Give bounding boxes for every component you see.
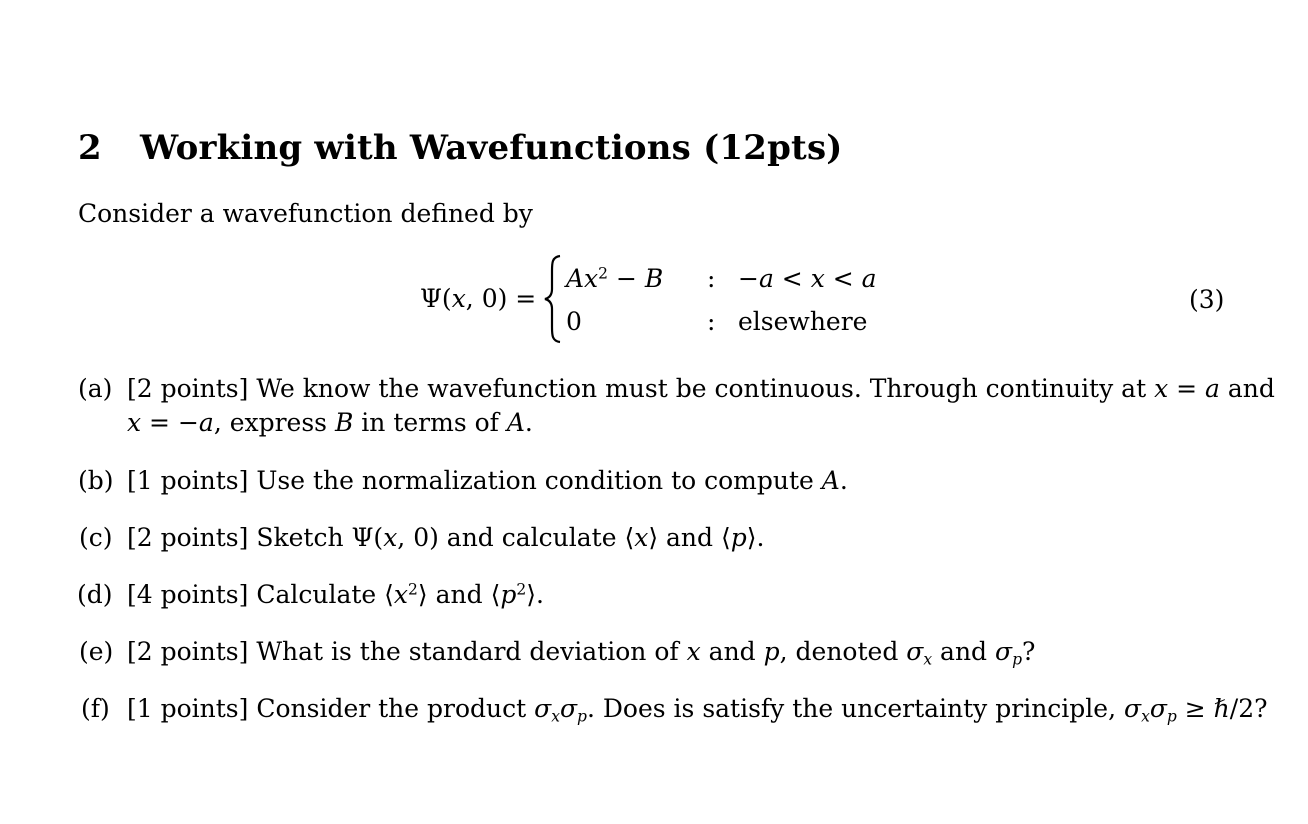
section-heading <box>78 128 843 168</box>
item-label: (b) <box>78 466 114 495</box>
intro-text: Consider a wavefunction defined by <box>78 199 533 228</box>
equation-lhs: Ψ(x, 0) = <box>420 284 537 313</box>
case2-condition: elsewhere <box>738 307 868 336</box>
case1-condition: −a < x < a <box>738 264 877 293</box>
item-text-continued: x = −a, express B in terms of A. <box>127 408 533 437</box>
case1-separator: : <box>707 264 716 293</box>
item-text: [1 points] Consider the product $\sigma_x\sigma_p$. Does is satisfy the uncertainty principle, $\sigma_x\sigma_p$ ≥ ℏ/2? <box>127 694 1268 726</box>
case1-expression: $Ax^2 - B$ <box>566 264 664 293</box>
section-title: Working with Wavefunctions (12pts) <box>140 128 843 168</box>
left-brace <box>543 253 563 345</box>
item-label: (d) <box>77 580 113 609</box>
item-label: (f) <box>81 694 110 723</box>
section-number: 2 <box>78 128 102 168</box>
item-label: (c) <box>79 523 113 552</box>
case2-expression: 0 <box>566 307 582 336</box>
item-label: (e) <box>79 637 114 666</box>
item-text: [1 points] Use the normalization condition to compute A. <box>127 466 848 495</box>
item-text: [2 points] Sketch Ψ(x, 0) and calculate ⟨x⟩ and ⟨p⟩. <box>127 523 765 552</box>
item-label: (a) <box>78 374 113 403</box>
item-text: [2 points] What is the standard deviation of x and p, denoted $\sigma_x$ and $\sigma_p$? <box>127 637 1036 669</box>
case2-separator: : <box>707 307 716 336</box>
item-text: [4 points] Calculate $⟨x^2⟩$ and $⟨p^2⟩$. <box>127 580 544 609</box>
item-text: [2 points] We know the wavefunction must be continuous. Through continuity at x = a and <box>127 374 1275 403</box>
equation-number: (3) <box>1189 285 1225 314</box>
